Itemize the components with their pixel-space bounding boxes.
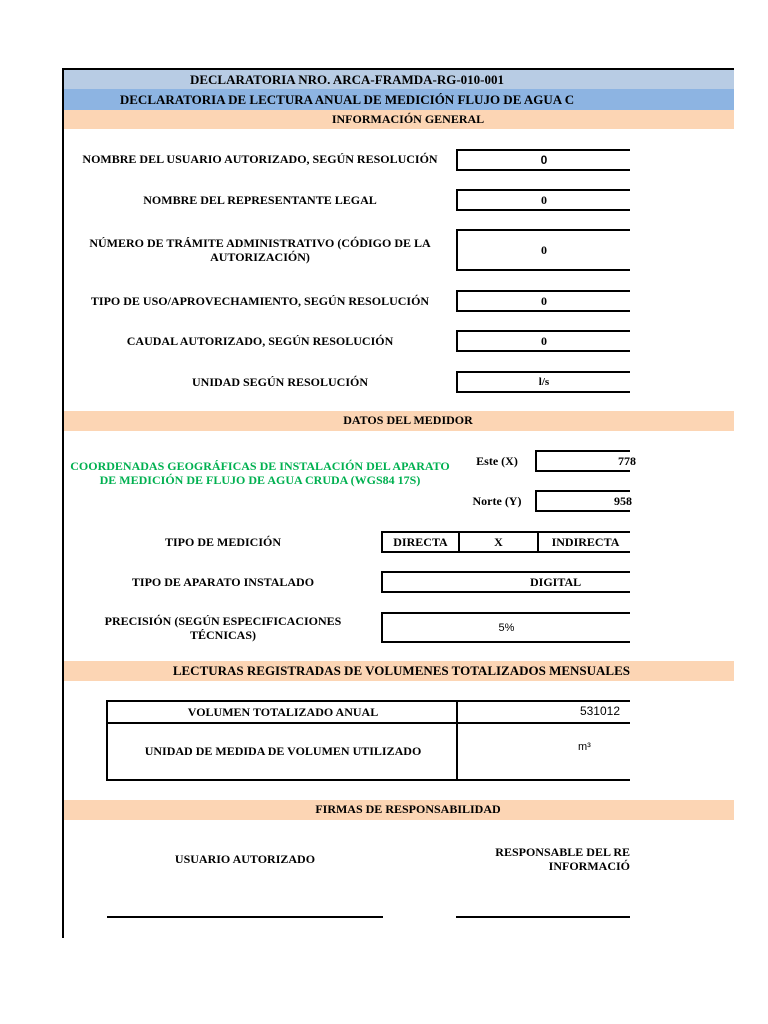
nombre-usuario-label: NOMBRE DEL USUARIO AUTORIZADO, SEGÚN RESOLUCIÓN (82, 152, 438, 166)
page-title: DECLARATORIA DE LECTURA ANUAL DE MEDICIÓN FLUJO DE AGUA C (119, 92, 575, 107)
precision-label: PRECISIÓN (SEGÚN ESPECIFICACIONES TÉCNICAS) (104, 614, 342, 642)
tipo-aparato-label: TIPO DE APARATO INSTALADO (131, 575, 315, 589)
lecturas-title: LECTURAS REGISTRADAS DE VOLUMENES TOTALIZADOS MENSUALES (172, 663, 630, 678)
responsable-label-2: INFORMACIÓ (548, 859, 630, 873)
representante-label: NOMBRE DEL REPRESENTANTE LEGAL (143, 193, 377, 207)
tipo-uso-label: TIPO DE USO/APROVECHAMIENTO, SEGÚN RESOLUCIÓN (90, 294, 430, 308)
este-label: Este (X) (476, 454, 518, 468)
directa-mark[interactable]: X (494, 535, 503, 549)
declaratoria-number-bg-right (630, 70, 734, 89)
nombre-usuario-value: 0 (540, 153, 548, 167)
caudal-field[interactable] (456, 330, 630, 352)
usuario-signature-line (107, 916, 383, 918)
tipo-aparato-field[interactable] (381, 571, 630, 593)
tipo-medicion-label: TIPO DE MEDICIÓN (164, 535, 281, 549)
norte-label: Norte (Y) (472, 494, 522, 508)
datos-medidor-bar (64, 411, 734, 431)
tipo-aparato-value: DIGITAL (530, 574, 582, 589)
usuario-autorizado-label: USUARIO AUTORIZADO (174, 852, 316, 866)
tipo-uso-value: 0 (541, 293, 547, 308)
info-general-title: INFORMACIÓN GENERAL (331, 112, 485, 126)
firmas-title: FIRMAS DE RESPONSABILIDAD (315, 802, 501, 816)
firmas-bar (64, 800, 734, 820)
responsable-label-1: RESPONSABLE DEL RE (495, 845, 630, 859)
indirecta-option[interactable]: INDIRECTA (551, 535, 620, 549)
volumen-value[interactable]: 531012 (579, 704, 620, 718)
representante-field[interactable] (456, 189, 630, 211)
norte-field[interactable] (535, 490, 630, 512)
caudal-label: CAUDAL AUTORIZADO, SEGÚN RESOLUCIÓN (126, 334, 394, 348)
tipo-uso-field[interactable] (456, 290, 630, 312)
responsable-signature-line (456, 916, 630, 918)
precision-value: 5% (498, 621, 515, 634)
directa-option[interactable]: DIRECTA (393, 535, 448, 549)
tramite-field[interactable] (456, 229, 630, 271)
norte-value: 958 (614, 493, 632, 508)
unidad-value: l/s (538, 376, 550, 388)
row-divider (108, 722, 630, 724)
unidad-label: UNIDAD SEGÚN RESOLUCIÓN (191, 375, 369, 389)
coordenadas-label: COORDENADAS GEOGRÁFICAS DE INSTALACIÓN DEL APARATO DE MEDICIÓN DE FLUJO DE AGUA CRUDA (WGS84 17S) (70, 459, 450, 487)
tipo-medicion-group (381, 531, 630, 553)
lecturas-bar (64, 661, 734, 681)
declaratoria-number-bar (64, 68, 734, 89)
volumen-table (106, 700, 630, 781)
unidad-volumen-value[interactable]: m³ (578, 741, 591, 753)
tramite-value: 0 (541, 242, 547, 257)
declaratoria-number: DECLARATORIA NRO. ARCA-FRAMDA-RG-010-001 (189, 72, 505, 87)
nombre-usuario-field[interactable] (456, 149, 630, 171)
tramite-label: NÚMERO DE TRÁMITE ADMINISTRATIVO (CÓDIGO DE LA AUTORIZACIÓN) (89, 236, 431, 264)
este-field[interactable] (535, 450, 636, 472)
info-general-bar (64, 110, 734, 129)
este-value: 778 (618, 453, 636, 468)
datos-medidor-title: DATOS DEL MEDIDOR (343, 413, 473, 427)
volumen-label: VOLUMEN TOTALIZADO ANUAL (187, 705, 379, 719)
col-divider (456, 702, 458, 779)
unidad-field[interactable] (456, 371, 630, 393)
title-bar (64, 89, 734, 110)
caudal-value: 0 (541, 333, 547, 348)
precision-field[interactable] (381, 612, 630, 643)
unidad-volumen-label: UNIDAD DE MEDIDA DE VOLUMEN UTILIZADO (144, 744, 422, 758)
representante-value: 0 (541, 192, 547, 207)
